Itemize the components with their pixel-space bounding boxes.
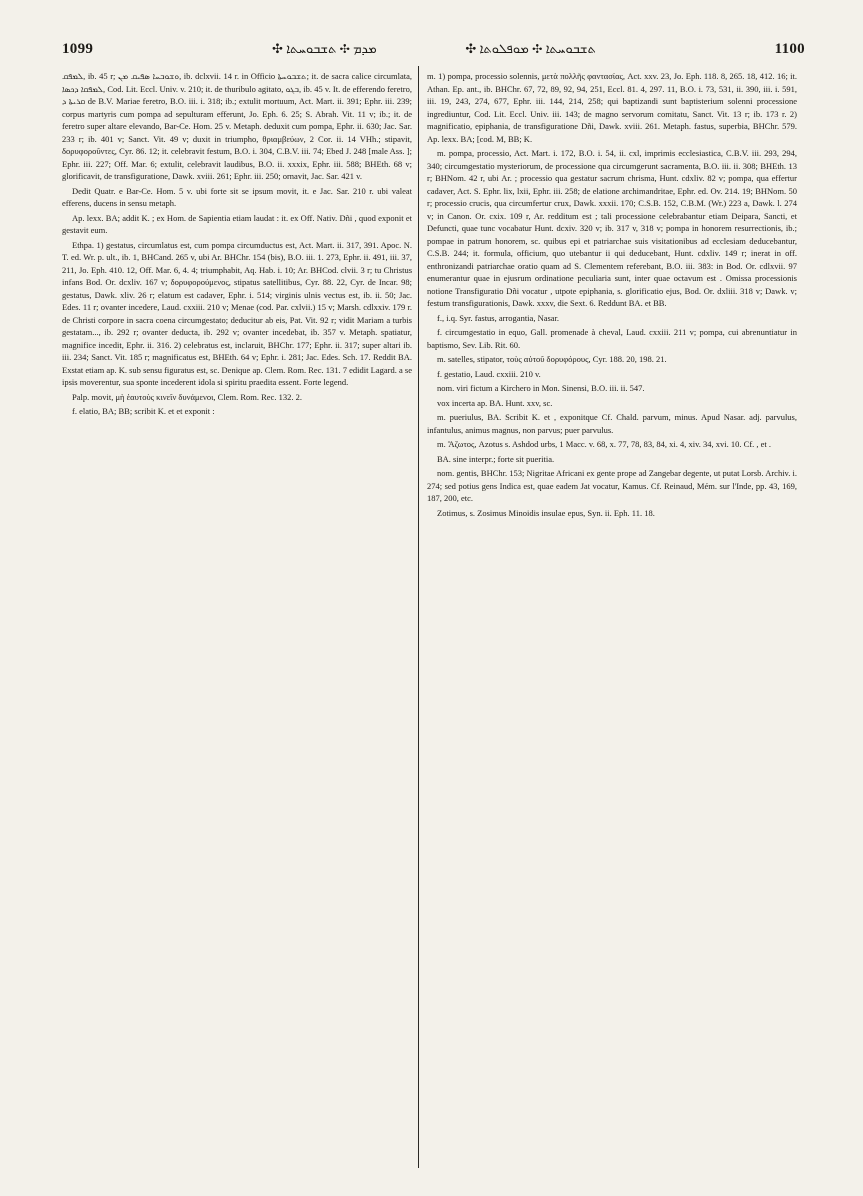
right-running-title: ✣ ܬܫܒܘܚܬܐ ✣ ܡܘܦܠܘܬܐ [465, 41, 596, 56]
entry-paragraph: f., i.q. Syr. fastus, arrogantia, Nasar. [437, 312, 560, 323]
entry-paragraph: m. Ἄζωτος, Azotus s. Ashdod urbs, 1 Macc. v. 68, x. 77, 78, 83, 84, xi. 4, xiv. 34, xvi. 10. Cf. , et . [437, 439, 772, 449]
entry-paragraph: m. pueriulus, BA. Scribit K. et , exponitque Cf. Chald. parvum, minus. Apud Nasar. adj. parvulus, infantulus, animus magnus, non parvus; puer parvulus. [427, 412, 797, 435]
left-page-number: 1099 [62, 40, 94, 57]
entry-paragraph: Ap. lexx. BA; addit K. ; ex Hom. de Sapientia etiam laudat : it. ex Off. Nativ. Dñi , quod exponit et gestavit eum. [62, 212, 412, 235]
entry-paragraph: BA. sine interpr.; forte sit pueritia. [437, 453, 555, 464]
column-divider [418, 66, 419, 1168]
entry-paragraph: nom. viri fictum a Kirchero in Mon. Sinensi, B.O. iii. ii. 547. [437, 383, 645, 393]
entry-paragraph: f. elatio, BA; BB; scribit K. et et exponit : [72, 406, 215, 416]
right-page-number: 1100 [774, 40, 805, 57]
entry-paragraph: ܠܡܦܩ, ib. 45 r; ܘܫܘܒܚܐ ܣܦܝܩ ܡܢ, ib. dclxvii. 14 r. in Officio ܬܫܒܘܚܬܐ; it. de sacra calice circumlata, ܠܡܦܩܐ ܕܟܣܐ, Cod. Lit. Eccl. Univ. v. 210; it. de thuribulo agitato, ܒܓܘ, ib. 45 v. It. de efferendo feretro, ܩܪܝܬܐ ܕ de B.V. Mariae feretro, B.O. iii. i. 318; ib.; extulit mortuum, Act. Mart. ii. 391; Ephr. iii. 239; corpus martyris cum pompa ad sepulturam efferunt, Jo. Eph. 6. 25; S. Abrah. Vit. 11 v; ib.; it. de feretro super altare elevando, Bar-Ce. Hom. 25 v. Metaph. deduxit cum pompa, Ephr. ii. 630; Jac. Sar. 233 r; ib. 401 v; Sanct. Vit. 49 v; duxit in triumpho, θριαμβεύων, 2 Cor. ii. 14 VHh.; stipavit, δορυφοροῦντες, Cyr. 86. 12; it. celebravit festum, B.O. i. 304, C.B.V. iii. 74; Ebed J. 248 [male Ass. ]; Ephr. iii. 227; Off. Mar. 6; extulit, celebravit laudibus, B.O. ii. xxxix, Ephr. iii. 588; BHEth. 68 v; glorificavit, de transfiguratione, Dawk. xviii. 261; Ephr. iii. 250; ornavit, Jac. Sar. 421 v. [62, 71, 412, 181]
page-header [62, 38, 805, 60]
entry-paragraph: Zotimus, s. Zosimus Minoidis insulae epus, Syn. ii. Eph. 11. 18. [437, 507, 655, 518]
entry-paragraph: f. gestatio, Laud. cxxiii. 210 v. [437, 368, 541, 379]
entry-paragraph: vox incerta ap. BA. Hunt. xxv, sc. [437, 397, 553, 408]
right-column [427, 70, 797, 1168]
entry-paragraph: Palp. movit, μὴ ἑαυτοὺς κινεῖν δυνάμενοι, Clem. Rom. Rec. 132. 2. [72, 391, 302, 402]
entry-paragraph: m. pompa, processio, Act. Mart. i. 172, B.O. i. 54, ii. cxl, imprimis ecclesiastica, C.B.V. iii. 293, 294, 340; circumgestatio mysteriorum, de processione qua circumgerunt sacramenta, B.O. iii. ii. 308; BHEth. 13 r; BHNom. 42 r, ubi Ar. ; processio qua gestatur sacrum chrisma, Hunt. cdxliv. 82 v; pompa, qua effertur cadaver, Act. S. Ephr. lix, lxii, Ephr. iii. 258; de elatione archimandritae, Ephr. ed. Ov. 214. 19; BHNom. 50 r; processio crucis, qua circumfertur crux, Dawk. xxxii. 170; C.S.B. 152, C.B.M. (Wr.) 223 a, Dawk. l. 274 v; in Canon. Or. cxix. 109 r, Ar. redditum est ; tali processione celebrabantur etiam Deipara, Sancti, et Defuncti, quae tunc vocabatur Hunt. dcxiv. 320 v; ib. 317 v, 318 v; pompa in honorem resurrectionis, ib.; pompae in patrum honorem, sc. quibus epi et patriarchae suis visitationibus ad ecclesiam deducebantur, C.S.B. 244; it. formula, officium, quo utebantur ii qui deducebant, Hunt. cdxliv. 149 r; inerat in off. enthronizandi patriarchae oratio quam ad S. Clementem referebant, B.O. iii. 383: in Bod. Or. cdlxvii. 97 enumerantur quae in ejusrum ordinatione peculiaria sunt, inter quae octavum est . Omissa processionis notione Transfiguratio Dñi vocatur , utpote epiphania, s. glorificatio ejus, Bod. Or. dxliii. 318 v; Dawk. v; festum transfigurationis, Dawk. xxxv, die Sext. 6. Reddunt BA. et BB. [427, 148, 797, 308]
entry-paragraph: f. circumgestatio in equo, Gall. promenade à cheval, Laud. cxxiii. 211 v; pompa, cui abrenuntiatur in baptismo, Sev. Lib. Rit. 60. [427, 327, 797, 350]
entry-paragraph: m. satelles, stipator, τοὺς αὐτοῦ δορυφόρους, Cyr. 188. 20, 198. 21. [437, 354, 667, 364]
entry-paragraph: m. 1) pompa, processio solennis, μετὰ πολλῆς φαντασίας, Act. xxv. 23, Jo. Eph. 118. 8, 265. 18, 412. 16; it. Athan. Ep. ant., ib. BHChr. 67, 72, 89, 92, 94, 251, Eccl. 81. 4, 297. 11, B.O. i. 73, 531, ii. 390, iii. i. 591, iii. 19, 243, 274, 677, Ephr. iii. 144, 214, 258; qui baptizandi sunt baptisterium solenni processione ingrediuntur, Cod. Lit. Eccl. Univ. iii. 143; de magno servorum comitatu, Sanct. Vit. 13 r; ib. 173 r. 2) magnificatio, epiphania, de transfiguratione Dñi, Dawk. xviii. 261. Metaph. fastus, superbia, BHChr. 579. Ap. lexx. BA; [cod. M, BB; K. [427, 71, 797, 144]
entry-paragraph: nom. gentis, BHChr. 153; Nigritae Africani ex gente prope ad Zangebar degente, ut putat Lorsb. Archiv. i. 274; sed potius gens Indica est, quae eadem Jat vocatur, Kamus. Cf. Reinaud, Mém. sur l'Inde, pp. 43, 169, 187, 200, etc. [427, 468, 797, 503]
entry-paragraph: Ethpa. 1) gestatus, circumlatus est, cum pompa circumductus est, Act. Mart. ii. 317, 391. Apoc. N. T. ed. Wr. p. ult., ib. 1, BHCand. 265 v, ubi Ar. BHChr. 154 (bis), B.O. iii. 1. 273, Ephr. ii. 491, iii. 37, 211, Jo. Eph. 410. 12, Off. Mar. 6, 4. 4; triumphabit, Aq. Hab. i. 10; Ar. BHCod. clvii. 3 r; tu Christus infans Bod. Or. dcxliv. 167 v; δορυφορούμενος, stipatus satellitibus, Cyr. 88. 22, Cyr. de Incar. 98; gestatus, Dawk. xliv. 26 r; elatum est cadaver, Ephr. i. 514; virginis ulnis vectus est, ib. ii. 50; Jac. Edes. 11 r; ovanter incedere, Laud. cxxiii. 210 v; Menae (cod. Par. cxlvii.) 15 v; Marsh. cdlxxiv. 179 r. de Christi corpore in sacra coena circumgestato; deducitur ab eis, Pat. Vit. 92 r; vidit Mariam a turbis gestatam..., ib. 292 r; ovanter deducta, ib. 292 v; ovanter incedebat, ib. 357 v. Metaph. spatiatur, magnifice incedit, Ephr. ii. 316. 2) celebratus est, inclaruit, BHChr. 177; Ephr. ii. 317; super altari ib. iii. 234; Sanct. Vit. 185 r; magnificatus est, BHEth. 64 v; Ephr. i. 281; Jac. Edes. Sch. 17. Reddit BA. Exstat etiam ap. K. sub sensu figuratus est, sc. Denique ap. Clem. Rom. Rec. 131. 7 edidit Lagard. a se ipsis moverentur, sua sponte incederent idola si spiritu praedita essent. Forte legend. [62, 239, 412, 387]
left-column [62, 70, 412, 1168]
left-running-title: ✣ ܡܕܡ ✣ ܬܫܒܘܚܬܐ [271, 41, 377, 56]
entry-paragraph: Dedit Quatr. e Bar-Ce. Hom. 5 v. ubi forte sit se ipsum movit, it. e Jac. Sar. 210 r. ubi valeat efferens, ducens in sensu metaph. [62, 185, 412, 208]
